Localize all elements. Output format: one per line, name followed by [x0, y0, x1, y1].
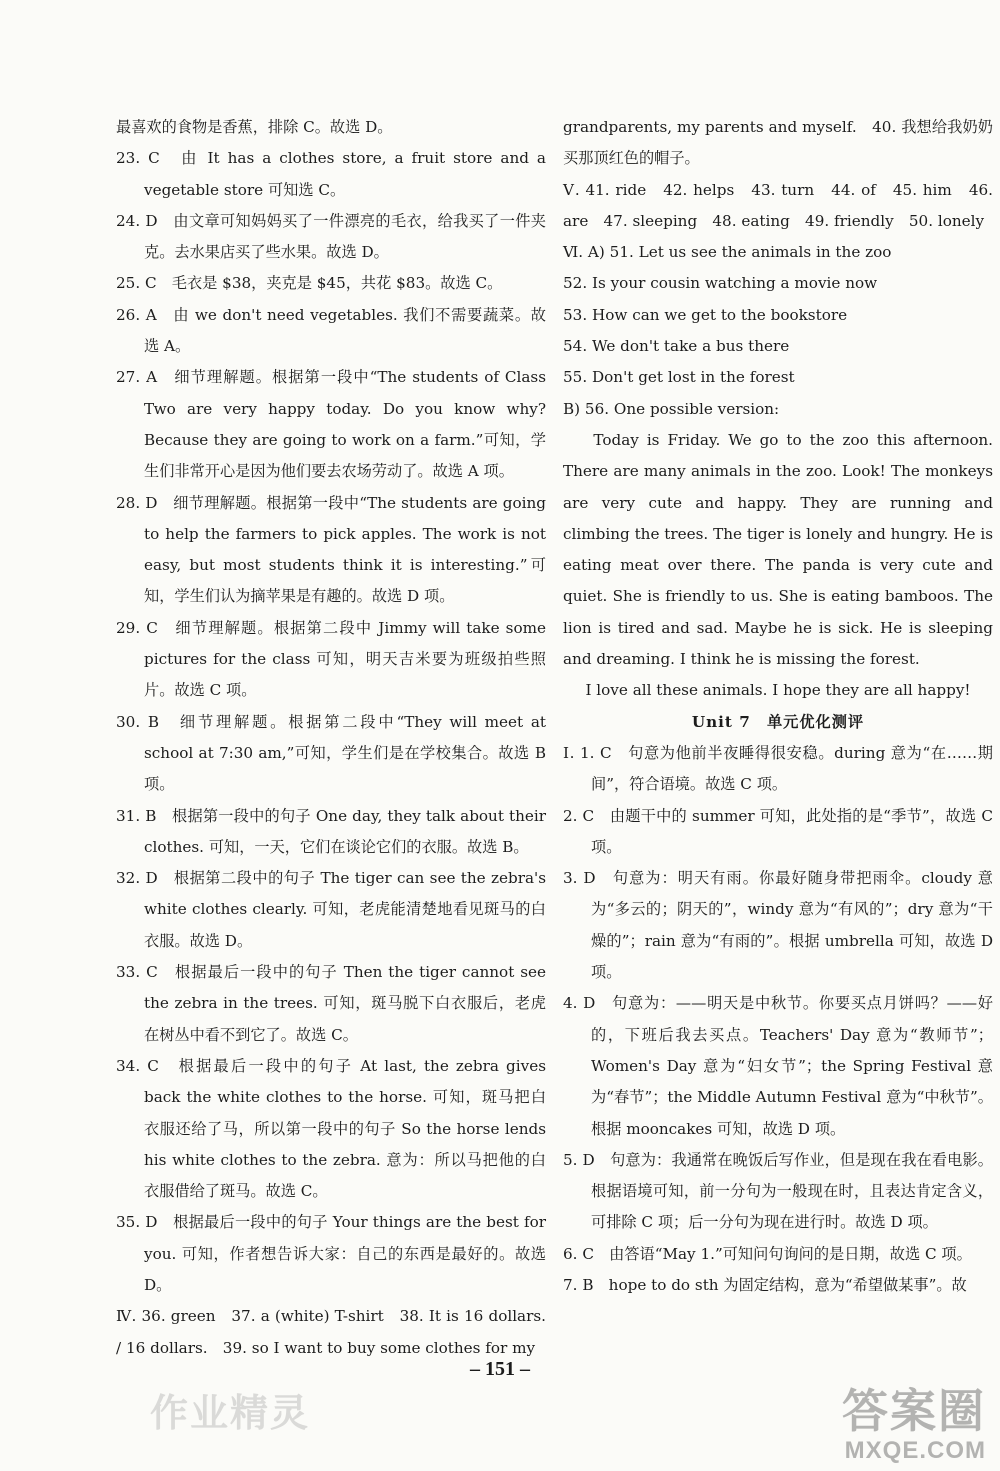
- essay-closing: I love all these animals. I hope they are all happy!: [585, 681, 971, 700]
- unit7-item-4: 4. D 句意为：——明天是中秋节。你要买点月饼吗？——好的，下班后我去买点。Teachers' Day 意为“教师节”；Women's Day 意为“妇女节”；the Spring Festival 意为“春节”；the Middle Autumn Festival 意为“中秋节”。根据 mooncakes 可知，故选 D 项。: [563, 994, 993, 1138]
- answer-section-v: Ⅴ. 41. ride 42. helps 43. turn 44. of 45. him 46. are 47. sleeping 48. eating 49. friendly 50. lonely: [563, 180, 993, 230]
- left-column: [116, 112, 546, 1364]
- unit7-item-6: 6. C 由答语“May 1.”可知问句询问的是日期，故选 C 项。: [563, 1244, 972, 1263]
- answer-item-55: 55. Don't get lost in the forest: [563, 368, 795, 387]
- answer-item-35: 35. D 根据最后一段中的句子 Your things are the best for you. 可知，作者想告诉大家：自己的东西是最好的。故选 D。: [116, 1213, 546, 1294]
- answer-item-56: B) 56. One possible version:: [563, 399, 780, 418]
- answer-item-26: 26. A 由 we don't need vegetables. 我们不需要蔬菜。故选 A。: [116, 305, 546, 356]
- answer-line: grandparents, my parents and myself. 40. 我想给我奶奶买那顶红色的帽子。: [563, 118, 993, 168]
- right-column: [563, 112, 993, 1301]
- unit-title: Unit 7 单元优化测评: [691, 712, 865, 731]
- watermark-right-url: MXQE.COM: [844, 1437, 986, 1464]
- answer-item-28: 28. D 细节理解题。根据第一段中“The students are going to help the farmers to pick apples. The work is not easy, but most students think it is interesting.”可知，学生们认为摘苹果是有趣的。故选 D 项。: [116, 493, 546, 606]
- answer-section-iv: Ⅳ. 36. green 37. a (white) T-shirt 38. It is 16 dollars. / 16 dollars. 39. so I want to buy some clothes for my: [116, 1307, 546, 1357]
- watermark-right: [842, 1385, 986, 1465]
- answer-item-54: 54. We don't take a bus there: [563, 337, 790, 356]
- answer-item-30: 30. B 细节理解题。根据第二段中“They will meet at school at 7:30 am,”可知，学生们是在学校集合。故选 B 项。: [116, 712, 546, 794]
- answer-item-33: 33. C 根据最后一段中的句子 Then the tiger cannot see the zebra in the trees. 可知，斑马脱下白衣服后，老虎在树丛中看不到它了。故选 C。: [116, 963, 546, 1044]
- unit7-item-2: 2. C 由题干中的 summer 可知，此处指的是“季节”，故选 C 项。: [563, 806, 993, 856]
- answer-item-34: 34. C 根据最后一段中的句子 At last, the zebra gives back the white clothes to the horse. 可知，斑马把白衣服还给了马，所以第一段中的句子 So the horse lends his white clothes to the zebra. 意为：所以马把他的白衣服借给了斑马。故选 C。: [116, 1056, 546, 1201]
- answer-section-vi: Ⅵ. A) 51. Let us see the animals in the zoo: [563, 243, 892, 262]
- answer-item-53: 53. How can we get to the bookstore: [563, 305, 848, 324]
- watermark-right-text: 答案圈: [842, 1385, 986, 1437]
- page-number: – 151 –: [470, 1358, 530, 1380]
- unit7-item-1: Ⅰ. 1. C 句意为他前半夜睡得很安稳。during 意为“在……期间”，符合语境。故选 C 项。: [563, 743, 993, 794]
- answer-item-23: 23. C 由 It has a clothes store, a fruit store and a vegetable store 可知选 C。: [116, 149, 546, 199]
- answer-item-27: 27. A 细节理解题。根据第一段中“The students of Class Two are very happy today. Do you know why? Because they are going to work on a farm.”可知，学生们非常开心是因为他们要去农场劳动了。故选 A 项。: [116, 368, 546, 481]
- answer-item-29: 29. C 细节理解题。根据第二段中 Jimmy will take some pictures for the class 可知，明天吉米要为班级拍些照片。故选 C 项。: [116, 618, 546, 700]
- answer-item-52: 52. Is your cousin watching a movie now: [563, 274, 878, 293]
- unit7-item-5: 5. D 句意为：我通常在晚饭后写作业，但是现在我在看电影。根据语境可知，前一分句为一般现在时，且表达肯定含义，可排除 C 项；后一分句为现在进行时。故选 D 项。: [563, 1150, 993, 1232]
- unit7-item-7: 7. B hope to do sth 为固定结构，意为“希望做某事”。故: [563, 1275, 967, 1294]
- answer-item-32: 32. D 根据第二段中的句子 The tiger can see the zebra's white clothes clearly. 可知，老虎能清楚地看见斑马的白衣服。故选 D。: [116, 869, 546, 950]
- answer-item-25: 25. C 毛衣是 $38，夹克是 $45，共花 $83。故选 C。: [116, 274, 503, 293]
- unit7-item-3: 3. D 句意为：明天有雨。你最好随身带把雨伞。cloudy 意为“多云的；阴天的”，windy 意为“有风的”；dry 意为“干燥的”；rain 意为“有雨的”。根据 umbrella 可知，故选 D 项。: [563, 869, 993, 982]
- watermark-left: 作业精灵: [150, 1393, 311, 1435]
- answer-line: 最喜欢的食物是香蕉，排除 C。故选 D。: [116, 118, 393, 136]
- answer-item-31: 31. B 根据第一段中的句子 One day, they talk about their clothes. 可知，一天，它们在谈论它们的衣服。故选 B。: [116, 806, 546, 856]
- essay-paragraph: Today is Friday. We go to the zoo this afternoon. There are many animals in the zoo. Look! The monkeys are very cute and happy. They are running and climbing the trees. The tiger is lonely and hungry. He is eating meat over there. The panda is very cute and quiet. She is friendly to us. She is eating bamboos. The lion is tired and sad. Maybe he is sick. He is sleeping and dreaming. I think he is missing the forest.: [563, 430, 993, 669]
- answer-item-24: 24. D 由文章可知妈妈买了一件漂亮的毛衣，给我买了一件夹克。去水果店买了些水果。故选 D。: [116, 211, 546, 262]
